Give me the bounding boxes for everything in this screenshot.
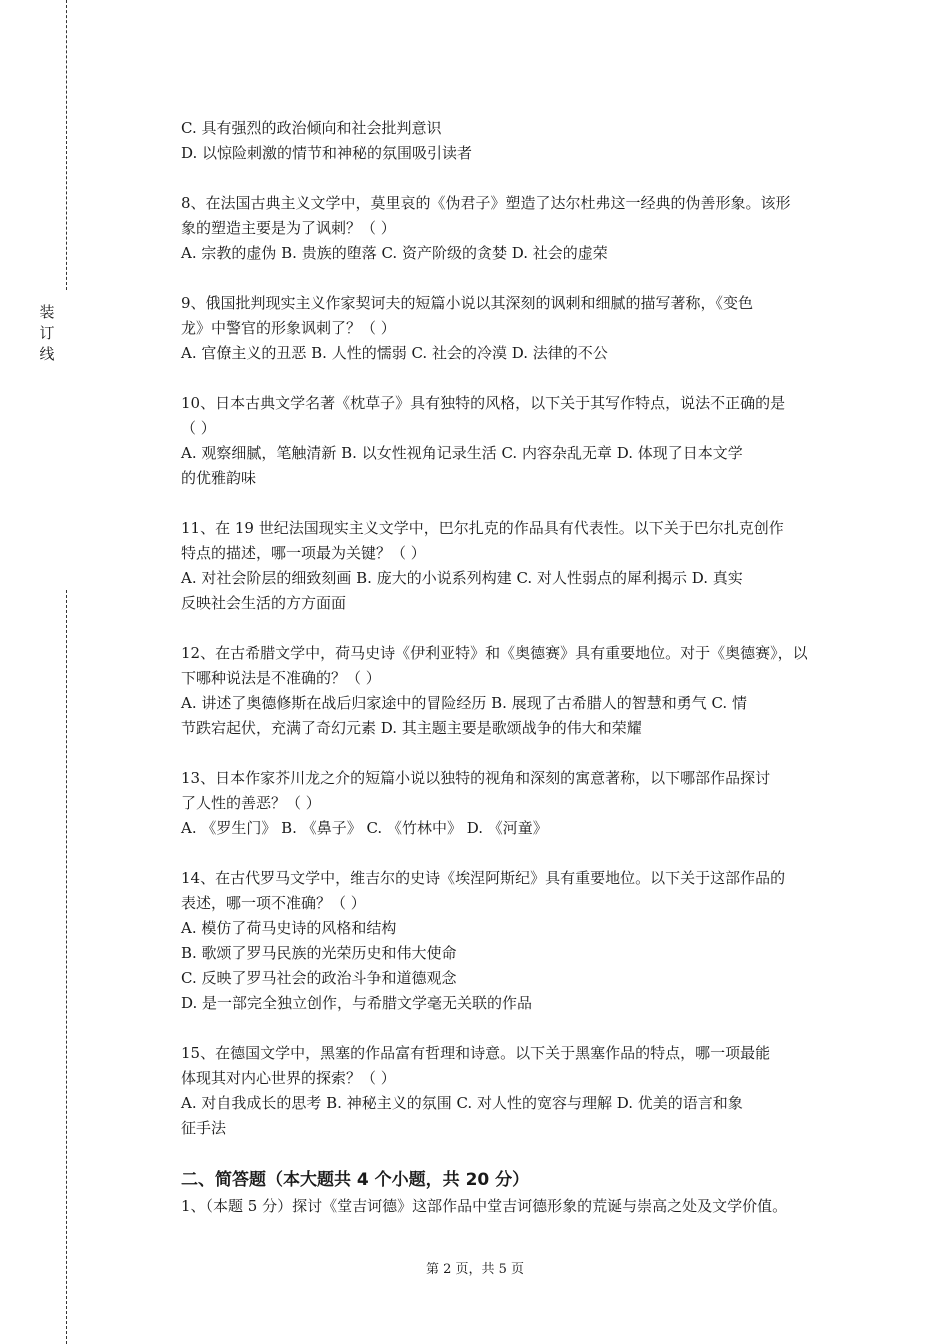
binding-char: 线 xyxy=(39,345,55,363)
binding-char: 订 xyxy=(39,324,55,342)
question-stem: 了人性的善恶？（ ） xyxy=(181,794,321,812)
binding-char: 装 xyxy=(39,303,55,321)
question-stem: 15、在德国文学中，黑塞的作品富有哲理和诗意。以下关于黑塞作品的特点，哪一项最能 xyxy=(181,1044,771,1062)
option-b: B. 歌颂了罗马民族的光荣历史和伟大使命 xyxy=(181,944,457,962)
question-13 xyxy=(181,766,843,841)
question-options: A. 《罗生门》 B. 《鼻子》 C. 《竹林中》 D. 《河童》 xyxy=(181,819,548,837)
short-answer-question-1: 1、（本题 5 分）探讨《堂吉诃德》这部作品中堂吉诃德形象的荒诞与崇高之处及文学价值。 xyxy=(181,1197,788,1215)
question-stem: 8、在法国古典主义文学中，莫里哀的《伪君子》塑造了达尔杜弗这一经典的伪善形象。该形 xyxy=(181,194,791,212)
question-options: A. 宗教的虚伪 B. 贵族的堕落 C. 资产阶级的贪婪 D. 社会的虚荣 xyxy=(181,244,608,262)
question-options: 反映社会生活的方方面面 xyxy=(181,594,347,612)
section-title: 二、简答题（本大题共 4 个小题，共 20 分） xyxy=(181,1170,530,1190)
question-stem: 特点的描述，哪一项最为关键？（ ） xyxy=(181,544,426,562)
question-12 xyxy=(181,641,843,741)
question-15 xyxy=(181,1041,843,1141)
option-d: D. 以惊险刺激的情节和神秘的氛围吸引读者 xyxy=(181,144,473,162)
question-14 xyxy=(181,866,843,1016)
question-stem: （ ） xyxy=(181,419,216,437)
question-options: A. 官僚主义的丑恶 B. 人性的懦弱 C. 社会的冷漠 D. 法律的不公 xyxy=(181,344,608,362)
question-options: A. 观察细腻，笔触清新 B. 以女性视角记录生活 C. 内容杂乱无章 D. 体现了日本文学 xyxy=(181,444,743,462)
binding-line-top xyxy=(66,0,67,290)
question-8 xyxy=(181,191,843,266)
question-stem: 表述，哪一项不准确？（ ） xyxy=(181,894,366,912)
question-options: A. 对自我成长的思考 B. 神秘主义的氛围 C. 对人性的宽容与理解 D. 优美的语言和象 xyxy=(181,1094,743,1112)
question-stem: 12、在古希腊文学中，荷马史诗《伊利亚特》和《奥德赛》具有重要地位。对于《奥德赛》，以 xyxy=(181,644,808,662)
question-10 xyxy=(181,391,843,491)
question-11 xyxy=(181,516,843,616)
question-9 xyxy=(181,291,843,366)
question-stem: 象的塑造主要是为了讽刺？（ ） xyxy=(181,219,396,237)
question-options: 征手法 xyxy=(181,1119,227,1137)
question-options: A. 对社会阶层的细致刻画 B. 庞大的小说系列构建 C. 对人性弱点的犀利揭示 D. 真实 xyxy=(181,569,743,587)
question-stem: 体现其对内心世界的探索？（ ） xyxy=(181,1069,396,1087)
question-stem: 11、在 19 世纪法国现实主义文学中，巴尔扎克的作品具有代表性。以下关于巴尔扎克创作 xyxy=(181,519,784,537)
option-d: D. 是一部完全独立创作，与希腊文学毫无关联的作品 xyxy=(181,994,533,1012)
question-7-options-tail xyxy=(181,116,843,166)
question-stem: 龙》中警官的形象讽刺了？（ ） xyxy=(181,319,396,337)
exam-content xyxy=(181,116,843,1219)
question-options: 的优雅韵味 xyxy=(181,469,257,487)
option-c: C. 具有强烈的政治倾向和社会批判意识 xyxy=(181,119,442,137)
binding-line-bottom xyxy=(66,590,67,1344)
question-stem: 13、日本作家芥川龙之介的短篇小说以独特的视角和深刻的寓意著称，以下哪部作品探讨 xyxy=(181,769,771,787)
question-stem: 14、在古代罗马文学中，维吉尔的史诗《埃涅阿斯纪》具有重要地位。以下关于这部作品的 xyxy=(181,869,786,887)
question-stem: 10、日本古典文学名著《枕草子》具有独特的风格，以下关于其写作特点，说法不正确的是 xyxy=(181,394,786,412)
option-c: C. 反映了罗马社会的政治斗争和道德观念 xyxy=(181,969,457,987)
binding-label xyxy=(38,302,56,365)
question-options: 节跌宕起伏，充满了奇幻元素 D. 其主题主要是歌颂战争的伟大和荣耀 xyxy=(181,719,642,737)
option-a: A. 模仿了荷马史诗的风格和结构 xyxy=(181,919,397,937)
question-stem: 下哪种说法是不准确的？（ ） xyxy=(181,669,381,687)
page-footer: 第 2 页，共 5 页 xyxy=(425,1262,525,1277)
question-options: A. 讲述了奥德修斯在战后归家途中的冒险经历 B. 展现了古希腊人的智慧和勇气 C. 情 xyxy=(181,694,747,712)
question-stem: 9、俄国批判现实主义作家契诃夫的短篇小说以其深刻的讽刺和细腻的描写著称，《变色 xyxy=(181,294,754,312)
